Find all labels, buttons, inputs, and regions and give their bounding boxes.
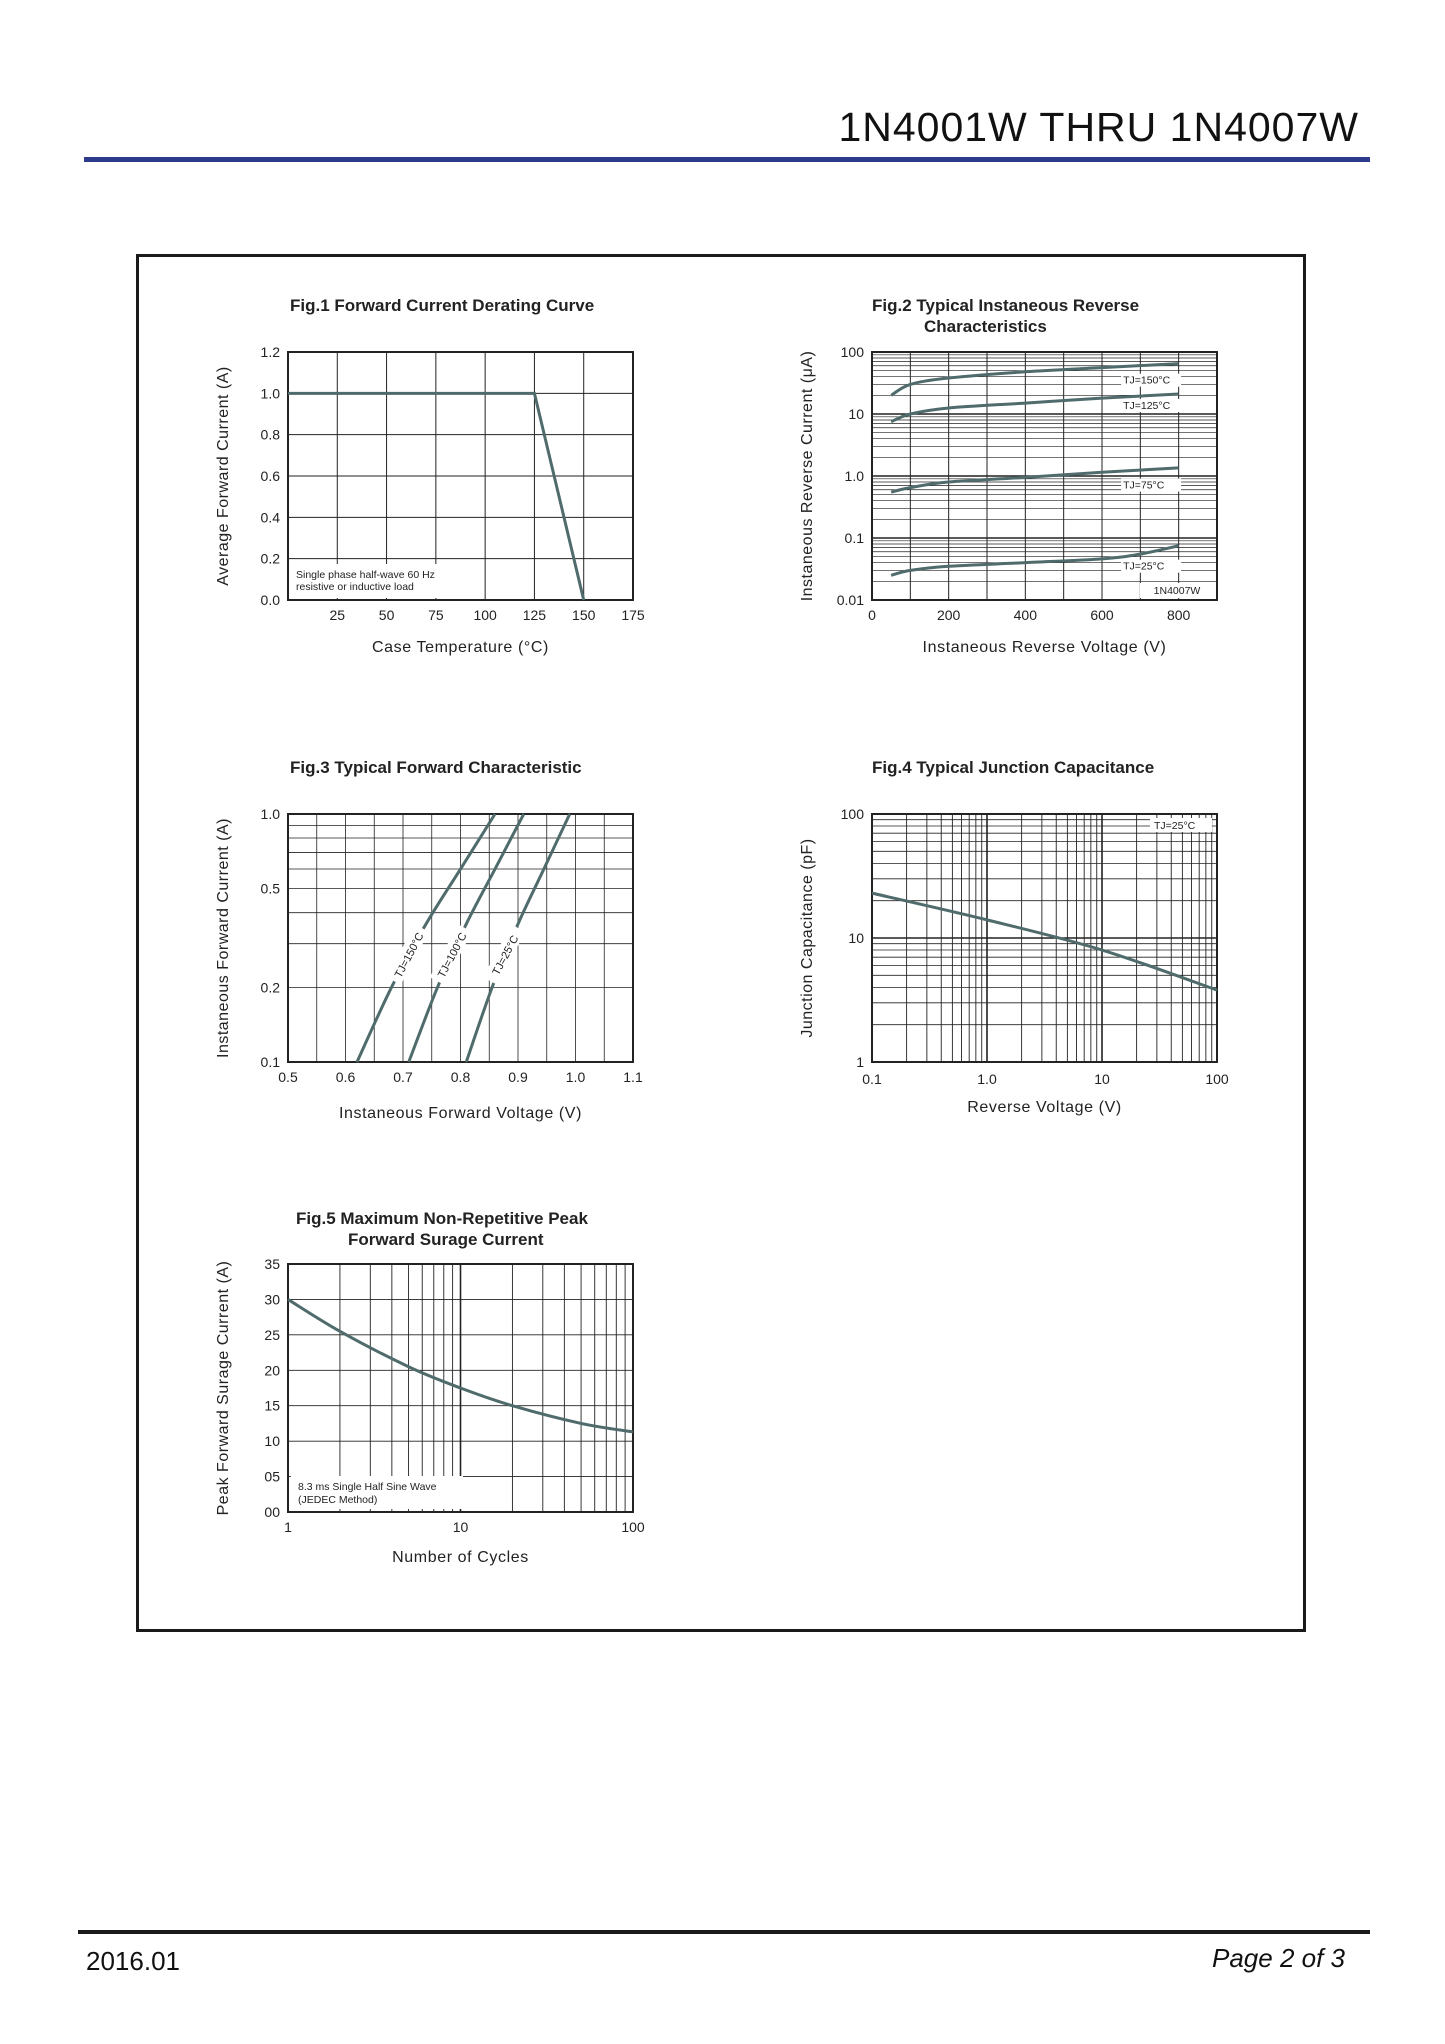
fig4-title: Fig.4 Typical Junction Capacitance <box>872 758 1155 777</box>
fig5-y-tick-label: 20 <box>264 1362 280 1379</box>
fig3-y-tick-label: 1.0 <box>260 806 280 822</box>
fig3-x-tick-label: 0.8 <box>450 1069 471 1085</box>
fig5-y-tick-label: 25 <box>264 1326 280 1343</box>
fig1-x-tick-label: 100 <box>473 607 497 623</box>
fig5-y-axis-label: Peak Forward Surage Current (A) <box>215 1260 232 1516</box>
fig4-x-tick-label: 0.1 <box>862 1071 882 1087</box>
fig2-y-tick-label: 0.1 <box>844 530 864 546</box>
fig1-x-tick-label: 75 <box>428 607 444 623</box>
fig3-y-tick-label: 0.2 <box>260 979 280 996</box>
fig1-y-tick-label: 0.4 <box>260 509 280 526</box>
fig4-x-axis-label: Reverse Voltage (V) <box>967 1099 1122 1116</box>
fig1-annotation: resistive or inductive load <box>296 581 414 593</box>
fig2-y-tick-label: 0.01 <box>836 592 864 608</box>
fig3-series-line <box>357 814 495 1062</box>
fig3-x-tick-label: 1.0 <box>565 1069 586 1085</box>
fig2-x-tick-label: 0 <box>868 607 876 623</box>
fig5-y-tick-label: 30 <box>264 1291 280 1308</box>
fig5-y-tick-label: 15 <box>264 1397 280 1414</box>
fig5-x-tick-label: 1 <box>284 1519 292 1535</box>
fig1-y-tick-label: 0.6 <box>260 468 280 484</box>
fig2-title: Fig.2 Typical Instaneous Reverse <box>872 296 1140 315</box>
fig3-series-label: TJ=150°C <box>392 930 427 981</box>
fig1-annotation: Single phase half-wave 60 Hz <box>296 569 435 581</box>
fig2-series-label: TJ=125°C <box>1123 399 1171 412</box>
fig4-x-tick-label: 10 <box>1094 1071 1110 1087</box>
fig5-y-tick-label: 10 <box>264 1433 280 1450</box>
footer-page-number: Page 2 of 3 <box>1212 1943 1345 1973</box>
fig4-y-tick-label: 10 <box>848 930 864 946</box>
fig3-x-tick-label: 0.7 <box>393 1069 413 1085</box>
fig2-y-axis-label: Instaneous Reverse Current (μA) <box>799 350 816 602</box>
fig2-series-label: TJ=150°C <box>1123 374 1171 387</box>
fig1-x-tick-label: 125 <box>522 607 547 623</box>
fig4-annotation: TJ=25°C <box>1154 820 1196 832</box>
fig4-y-tick-label: 1 <box>856 1054 864 1070</box>
fig4-x-tick-label: 100 <box>1205 1071 1229 1087</box>
fig1-x-tick-label: 25 <box>329 607 346 623</box>
page-title: 1N4001W THRU 1N4007W <box>838 104 1359 150</box>
fig5-x-tick-label: 100 <box>621 1519 645 1535</box>
fig1-y-tick-label: 0.2 <box>260 550 280 567</box>
fig3-y-tick-label: 0.1 <box>260 1054 280 1070</box>
fig1-y-tick-label: 1.0 <box>260 385 280 402</box>
fig2-x-axis-label: Instaneous Reverse Voltage (V) <box>922 639 1167 656</box>
footer-date: 2016.01 <box>86 1946 180 1976</box>
fig5-annotation: 8.3 ms Single Half Sine Wave <box>298 1481 437 1493</box>
fig4-y-axis-label: Junction Capacitance (pF) <box>799 838 816 1038</box>
fig3-x-tick-label: 0.6 <box>335 1069 356 1085</box>
footer-rule <box>78 1930 1370 1934</box>
fig5-x-tick-label: 10 <box>452 1519 469 1535</box>
fig1-x-tick-label: 50 <box>378 607 395 623</box>
fig3-y-tick-label: 0.5 <box>260 880 280 897</box>
fig1-y-axis-label: Average Forward Current (A) <box>215 366 232 586</box>
fig1-title: Fig.1 Forward Current Derating Curve <box>290 296 595 315</box>
fig5-title: Forward Surage Current <box>348 1230 544 1249</box>
fig4-x-tick-label: 1.0 <box>977 1071 997 1087</box>
fig2-y-tick-label: 1.0 <box>844 468 864 484</box>
fig2-x-tick-label: 600 <box>1090 607 1114 623</box>
fig3-x-axis-label: Instaneous Forward Voltage (V) <box>338 1105 583 1122</box>
fig2-title: Characteristics <box>924 317 1047 336</box>
fig5-y-tick-label: 05 <box>264 1468 280 1485</box>
fig3-x-tick-label: 0.9 <box>508 1069 528 1085</box>
fig2-series-label: TJ=75°C <box>1123 479 1165 492</box>
fig2-x-tick-label: 400 <box>1013 607 1038 623</box>
fig1-x-tick-label: 175 <box>621 607 645 623</box>
fig3-x-tick-label: 0.5 <box>278 1069 298 1085</box>
fig2-series-label: TJ=25°C <box>1123 560 1165 573</box>
fig3-series-label: TJ=25°C <box>490 933 522 978</box>
fig4-y-tick-label: 100 <box>840 806 864 822</box>
fig2-y-tick-label: 100 <box>840 344 864 360</box>
fig3-title: Fig.3 Typical Forward Characteristic <box>290 758 582 777</box>
fig5-y-tick-label: 35 <box>264 1256 280 1272</box>
fig5-annotation: (JEDEC Method) <box>298 1494 378 1506</box>
fig1-y-tick-label: 1.2 <box>260 344 280 360</box>
fig2-annotation: 1N4007W <box>1153 585 1201 597</box>
fig5-y-tick-label: 00 <box>264 1504 280 1520</box>
fig5-title: Fig.5 Maximum Non-Repetitive Peak <box>296 1209 588 1228</box>
fig5-x-axis-label: Number of Cycles <box>392 1549 529 1566</box>
fig1-x-tick-label: 150 <box>572 607 596 623</box>
fig1-y-tick-label: 0.0 <box>260 592 280 608</box>
fig2-x-tick-label: 800 <box>1166 607 1191 623</box>
fig1-x-axis-label: Case Temperature (°C) <box>372 639 549 656</box>
fig2-x-tick-label: 200 <box>936 607 961 623</box>
fig3-x-tick-label: 1.1 <box>623 1069 643 1085</box>
fig3-y-axis-label: Instaneous Forward Current (A) <box>215 818 232 1058</box>
fig1-y-tick-label: 0.8 <box>260 426 280 443</box>
fig3-series-label: TJ=100°C <box>435 930 470 981</box>
fig2-y-tick-label: 10 <box>848 406 864 422</box>
